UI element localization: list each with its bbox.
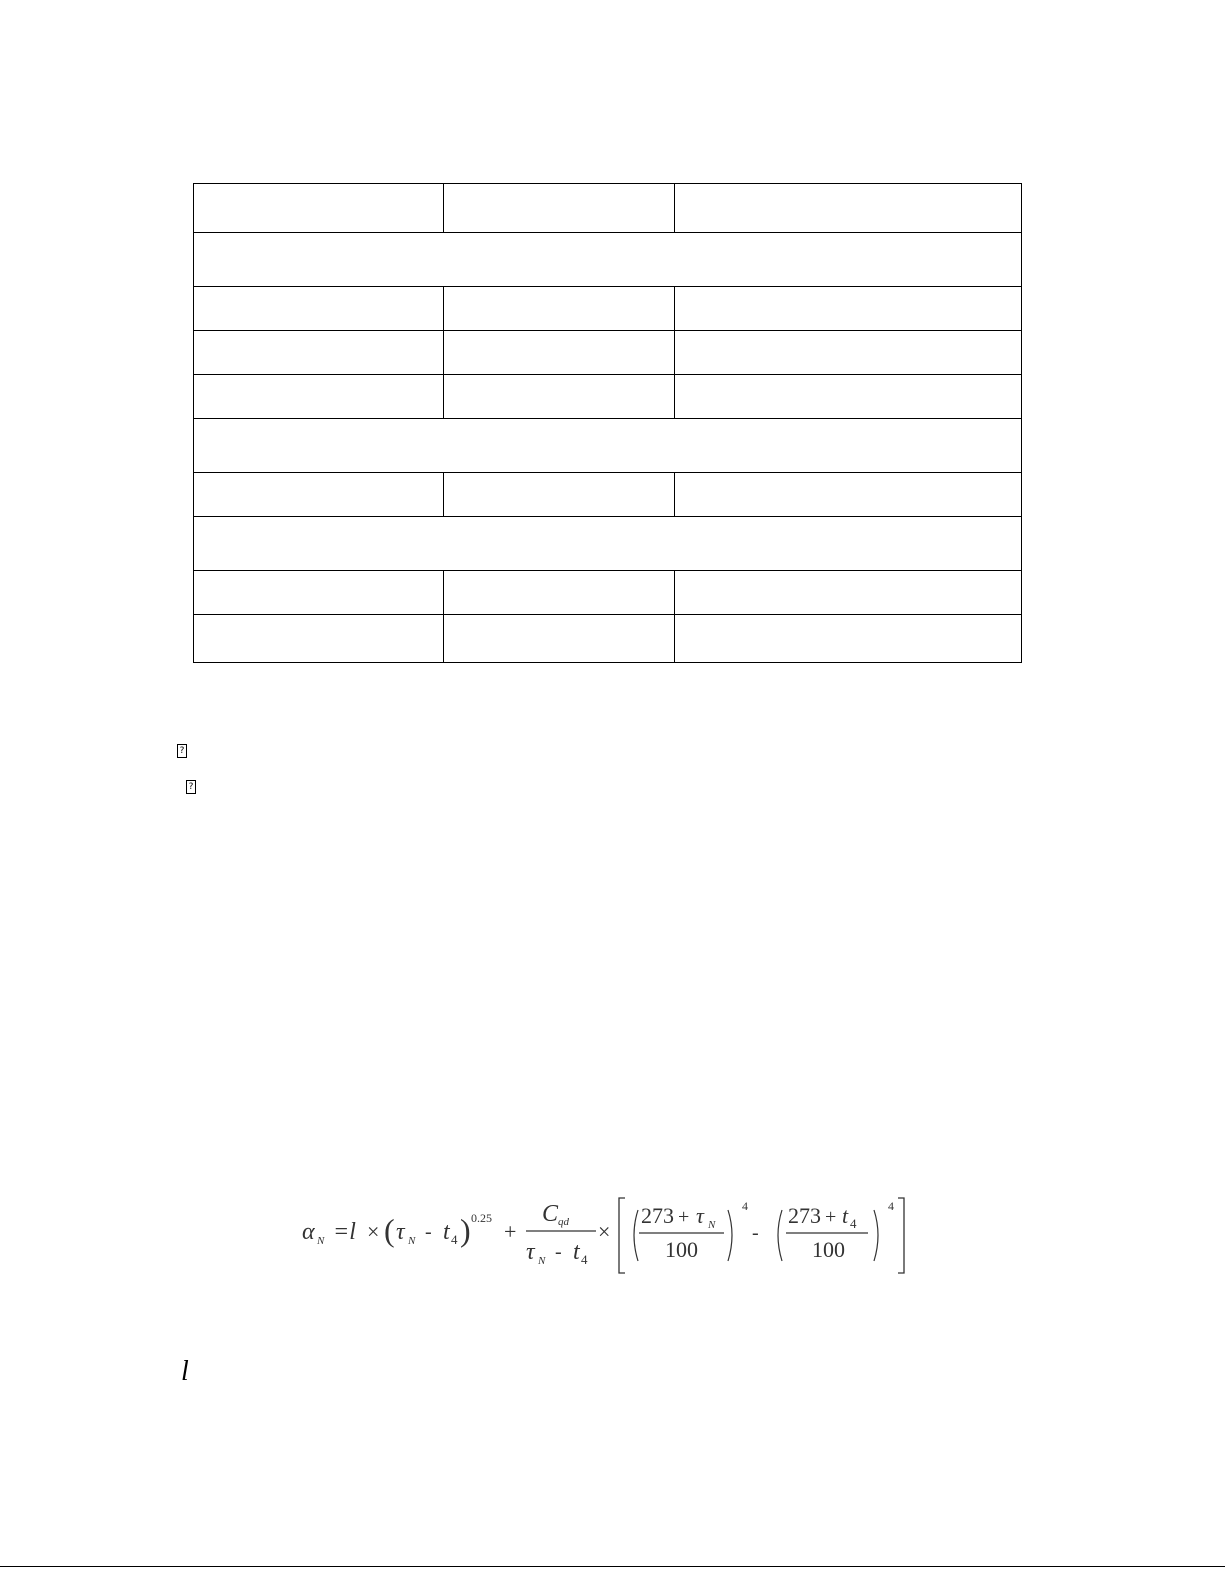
formula-equals-l: =l <box>333 1219 356 1245</box>
variable-l: l <box>181 1356 189 1387</box>
formula-close-paren: ) <box>460 1212 471 1248</box>
formula-tau: τ <box>526 1239 535 1265</box>
formula-t-subscript: 4 <box>850 1216 857 1231</box>
table-section-cell <box>194 517 1022 571</box>
formula-paren-left <box>778 1210 782 1261</box>
formula-c-subscript: qd <box>558 1216 569 1228</box>
formula-alpha-subscript: N <box>317 1235 325 1247</box>
table-cell <box>194 571 444 615</box>
heat-transfer-formula <box>300 1195 910 1275</box>
table-cell <box>675 615 1022 663</box>
formula-open-paren: ( <box>384 1212 395 1248</box>
formula-exponent-4: 4 <box>742 1199 748 1213</box>
table-cell <box>444 331 675 375</box>
table-cell <box>194 375 444 419</box>
formula-minus: - <box>425 1221 432 1243</box>
formula-paren-left <box>634 1210 638 1261</box>
formula-t: t <box>443 1219 450 1245</box>
table-cell <box>675 375 1022 419</box>
table-row <box>194 571 1022 615</box>
table-cell <box>194 615 444 663</box>
formula-minus: - <box>555 1241 562 1263</box>
table-section-row <box>194 517 1022 571</box>
formula-273: 273 <box>641 1203 674 1228</box>
formula-paren-right <box>874 1210 878 1261</box>
formula-c: C <box>542 1201 559 1227</box>
table-row <box>194 375 1022 419</box>
table-cell <box>444 473 675 517</box>
data-table <box>193 183 1022 663</box>
table-row <box>194 473 1022 517</box>
formula-left-bracket <box>619 1198 625 1273</box>
formula-tau-subscript: N <box>538 1255 546 1267</box>
formula-times: × <box>598 1219 611 1244</box>
missing-glyph-icon: ? <box>177 744 187 758</box>
table-cell <box>194 473 444 517</box>
table-section-cell <box>194 419 1022 473</box>
table-section-row <box>194 419 1022 473</box>
formula-plus: + <box>678 1206 690 1228</box>
formula-tau: τ <box>696 1203 704 1228</box>
table-cell <box>194 184 444 233</box>
formula-100: 100 <box>812 1237 845 1262</box>
table-row <box>194 331 1022 375</box>
table-row <box>194 287 1022 331</box>
formula-t: t <box>842 1203 849 1228</box>
formula-times: × <box>367 1219 380 1244</box>
table-row <box>194 184 1022 233</box>
formula-exponent-025: 0.25 <box>471 1211 492 1225</box>
table-cell <box>194 287 444 331</box>
formula-exponent-4: 4 <box>888 1199 894 1213</box>
formula-tau-subscript: N <box>708 1219 716 1231</box>
table-cell <box>675 571 1022 615</box>
table-section-row <box>194 233 1022 287</box>
table-cell <box>675 331 1022 375</box>
table-cell <box>675 184 1022 233</box>
table-cell <box>194 331 444 375</box>
formula-minus: - <box>752 1222 759 1244</box>
table-section-cell <box>194 233 1022 287</box>
formula-273: 273 <box>788 1203 821 1228</box>
formula-plus: + <box>504 1219 517 1244</box>
missing-glyph-icon: ? <box>186 780 196 794</box>
table-cell <box>444 184 675 233</box>
formula-t-subscript: 4 <box>581 1252 588 1267</box>
formula-alpha: α <box>302 1219 315 1245</box>
formula-svg <box>300 1195 910 1275</box>
formula-t-subscript: 4 <box>451 1232 458 1247</box>
formula-tau-subscript: N <box>408 1235 416 1247</box>
table-cell <box>444 375 675 419</box>
table-cell <box>444 571 675 615</box>
page-bottom-rule <box>0 1566 1225 1567</box>
table-row <box>194 615 1022 663</box>
formula-tau: τ <box>396 1219 405 1245</box>
formula-t: t <box>573 1239 580 1265</box>
formula-100: 100 <box>665 1237 698 1262</box>
formula-plus: + <box>825 1206 837 1228</box>
table-cell <box>675 473 1022 517</box>
formula-right-bracket <box>898 1198 904 1273</box>
table-cell <box>444 287 675 331</box>
formula-paren-right <box>728 1210 732 1261</box>
table-cell <box>444 615 675 663</box>
table-cell <box>675 287 1022 331</box>
